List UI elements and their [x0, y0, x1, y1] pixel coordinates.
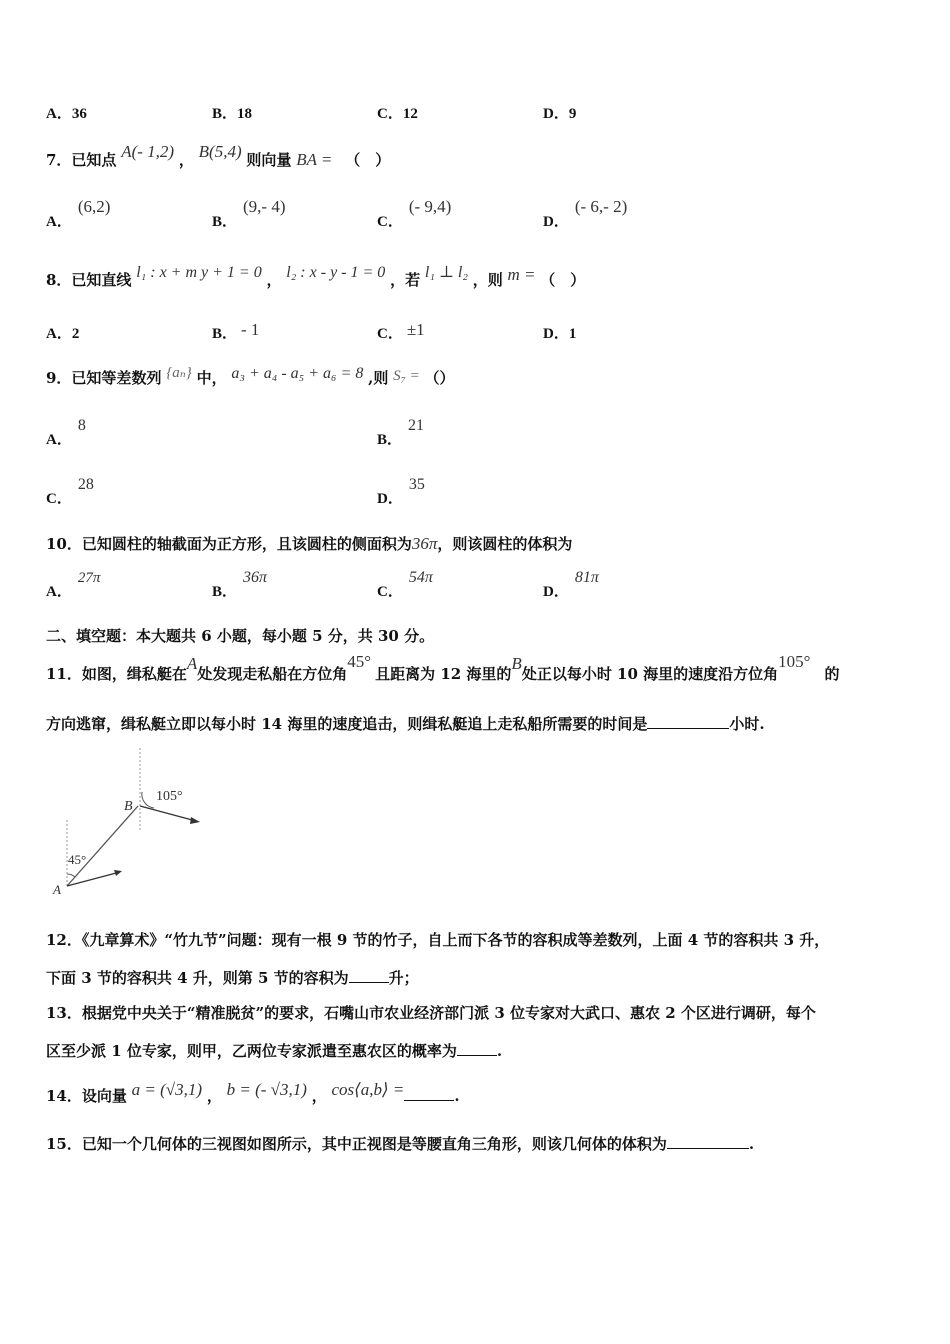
- q7-mid: 则向量: [246, 151, 292, 169]
- q12-unit: 升；: [388, 969, 419, 987]
- question-8: [46, 264, 586, 291]
- q10-stem-1: 10．已知圆柱的轴截面为正方形，且该圆柱的侧面积为: [46, 535, 412, 553]
- question-13-line-2: [46, 1041, 502, 1061]
- q8-option-a: A．2: [46, 326, 80, 342]
- q7-paren: （ ）: [345, 151, 391, 169]
- q8-if: ，若: [390, 271, 421, 289]
- q6-option-d: D．9: [543, 106, 577, 122]
- q9-option-a: A．8: [46, 417, 86, 448]
- q6-option-a: A．36: [46, 106, 87, 122]
- q6-option-c: C．12: [377, 106, 418, 122]
- q14-vector-b: b = (- √3,1): [226, 1080, 307, 1099]
- q8-m: m =: [507, 265, 536, 284]
- q14-comma-2: ，: [311, 1087, 327, 1105]
- q8-stem: 8．已知直线: [46, 271, 132, 289]
- fig-label-45: 45°: [68, 852, 87, 867]
- q9-mid: 中，: [196, 369, 227, 387]
- segment-ab: [67, 806, 138, 886]
- q10-option-b: B．36π: [212, 569, 268, 600]
- q9-paren: （）: [424, 369, 455, 387]
- q11-text-1: 11．如图，缉私艇在: [46, 665, 187, 683]
- q15-answer-blank[interactable]: [667, 1134, 749, 1149]
- q7-point-a: A(- 1,2): [121, 142, 175, 161]
- q8-option-c: C． ±1: [377, 320, 425, 342]
- pursuit-arrow: [67, 872, 120, 886]
- q8-paren: （ ）: [540, 271, 586, 289]
- question-15: [46, 1134, 754, 1154]
- q11-point-a: A: [186, 654, 198, 673]
- q7-option-d: D．(- 6,- 2): [543, 197, 628, 230]
- q8-line-l1: l₁ : x + m y + 1 = 0: [136, 264, 262, 281]
- question-11-line-2: [46, 714, 765, 734]
- q12-text: 下面 3 节的容积共 4 升，则第 5 节的容积为: [46, 969, 349, 987]
- q11-text-5: 的: [824, 665, 840, 683]
- q6-option-b: B．18: [212, 106, 253, 122]
- q11-text-3: 且距离为 12 海里的: [375, 665, 512, 683]
- section-2-heading: 二、填空题：本大题共 6 小题，每小题 5 分，共 30 分。: [46, 627, 435, 645]
- q14-vector-a: a = (√3,1): [131, 1080, 203, 1099]
- q13-text: 区至少派 1 位专家，则甲，乙两位专家派遣至惠农区的概率为: [46, 1042, 457, 1060]
- question-9: [46, 365, 455, 389]
- q10-option-d: D．81π: [543, 569, 599, 600]
- question-10: [46, 534, 572, 554]
- fig-label-105: 105°: [156, 789, 183, 804]
- q14-end: .: [454, 1087, 460, 1105]
- q11-text-4: 处正以每小时 10 海里的速度沿方位角: [521, 665, 779, 683]
- q12-answer-blank[interactable]: [349, 968, 389, 983]
- q8-perp: l₁ ⊥ l₂: [424, 264, 468, 281]
- q9-then: ,则: [368, 369, 389, 387]
- question-12-line-2: [46, 968, 419, 988]
- q13-answer-blank[interactable]: [457, 1041, 497, 1056]
- angle-45-arc: [67, 874, 75, 877]
- q13-end: .: [496, 1042, 503, 1060]
- pursuit-arrowhead: [114, 870, 122, 876]
- q8-line-l2: l₂ : x - y - 1 = 0: [286, 264, 386, 281]
- q11-text-7: 小时.: [729, 715, 765, 733]
- q11-figure: [48, 742, 218, 902]
- q14-cos-expression: cos⟨a,b⟩ =: [331, 1080, 405, 1099]
- question-7: [46, 142, 391, 170]
- question-11-line-1: [46, 652, 840, 684]
- q10-option-c: C．54π: [377, 569, 433, 600]
- q7-point-b: B(5,4): [198, 142, 242, 161]
- question-14: [46, 1080, 460, 1106]
- q11-angle-105: 105°: [778, 652, 811, 671]
- fig-label-b: B: [124, 799, 133, 814]
- q8-comma: ，: [266, 271, 282, 289]
- q9-sequence: {aₙ}: [166, 365, 192, 381]
- q10-stem-2: ，则该圆柱的体积为: [437, 535, 573, 553]
- question-13-line-1: 13．根据党中央关于“精准脱贫”的要求，石嘴山市农业经济部门派 3 位专家对大武口、惠农 2 个区进行调研，每个: [46, 1004, 816, 1022]
- q7-option-b: B．(9,- 4): [212, 197, 286, 230]
- escape-arrowhead: [190, 817, 200, 824]
- question-12-line-1: 12．《九章算术》“竹九节”问题：现有一根 9 节的竹子，自上而下各节的容积成等差数列，上面 4 节的容积共 3 升，: [46, 931, 830, 949]
- q9-equation: a₃ + a₄ - a₅ + a₆ = 8: [231, 365, 364, 382]
- q7-stem: 7．已知点: [46, 151, 117, 169]
- q15-text: 15．已知一个几何体的三视图如图所示，其中正视图是等腰直角三角形，则该几何体的体积为: [46, 1135, 667, 1153]
- q9-option-d: D．35: [377, 476, 425, 507]
- q14-comma-1: ，: [206, 1087, 222, 1105]
- q8-then: ，则: [472, 271, 503, 289]
- q7-vector-ba: BA =: [296, 150, 333, 169]
- q14-answer-blank[interactable]: [404, 1086, 454, 1101]
- angle-105-arc: [142, 792, 154, 808]
- q11-angle-45: 45°: [347, 652, 372, 671]
- q9-option-b: B．21: [377, 417, 425, 448]
- q10-option-a: A．27π: [46, 570, 101, 600]
- escape-arrow: [140, 806, 196, 821]
- q11-answer-blank[interactable]: [647, 714, 729, 729]
- q9-stem: 9．已知等差数列: [46, 369, 162, 387]
- q11-text-6: 方向逃窜，缉私艇立即以每小时 14 海里的速度追击，则缉私艇追上走私船所需要的时间是: [46, 715, 648, 733]
- q8-option-b: B． - 1: [212, 320, 260, 342]
- q7-option-a: A．(6,2): [46, 197, 111, 230]
- q7-option-c: C．(- 9,4): [377, 197, 452, 230]
- q11-text-2: 处发现走私船在方位角: [197, 665, 348, 683]
- q10-area: 36π: [411, 534, 438, 553]
- q9-option-c: C．28: [46, 476, 94, 507]
- q7-comma: ，: [178, 151, 194, 169]
- q9-s7: S₇ =: [393, 368, 420, 384]
- q14-stem: 14．设向量: [46, 1087, 127, 1105]
- fig-label-a: A: [53, 882, 61, 897]
- q8-option-d: D．1: [543, 326, 577, 342]
- q15-end: .: [748, 1135, 755, 1153]
- q11-point-b: B: [511, 654, 522, 673]
